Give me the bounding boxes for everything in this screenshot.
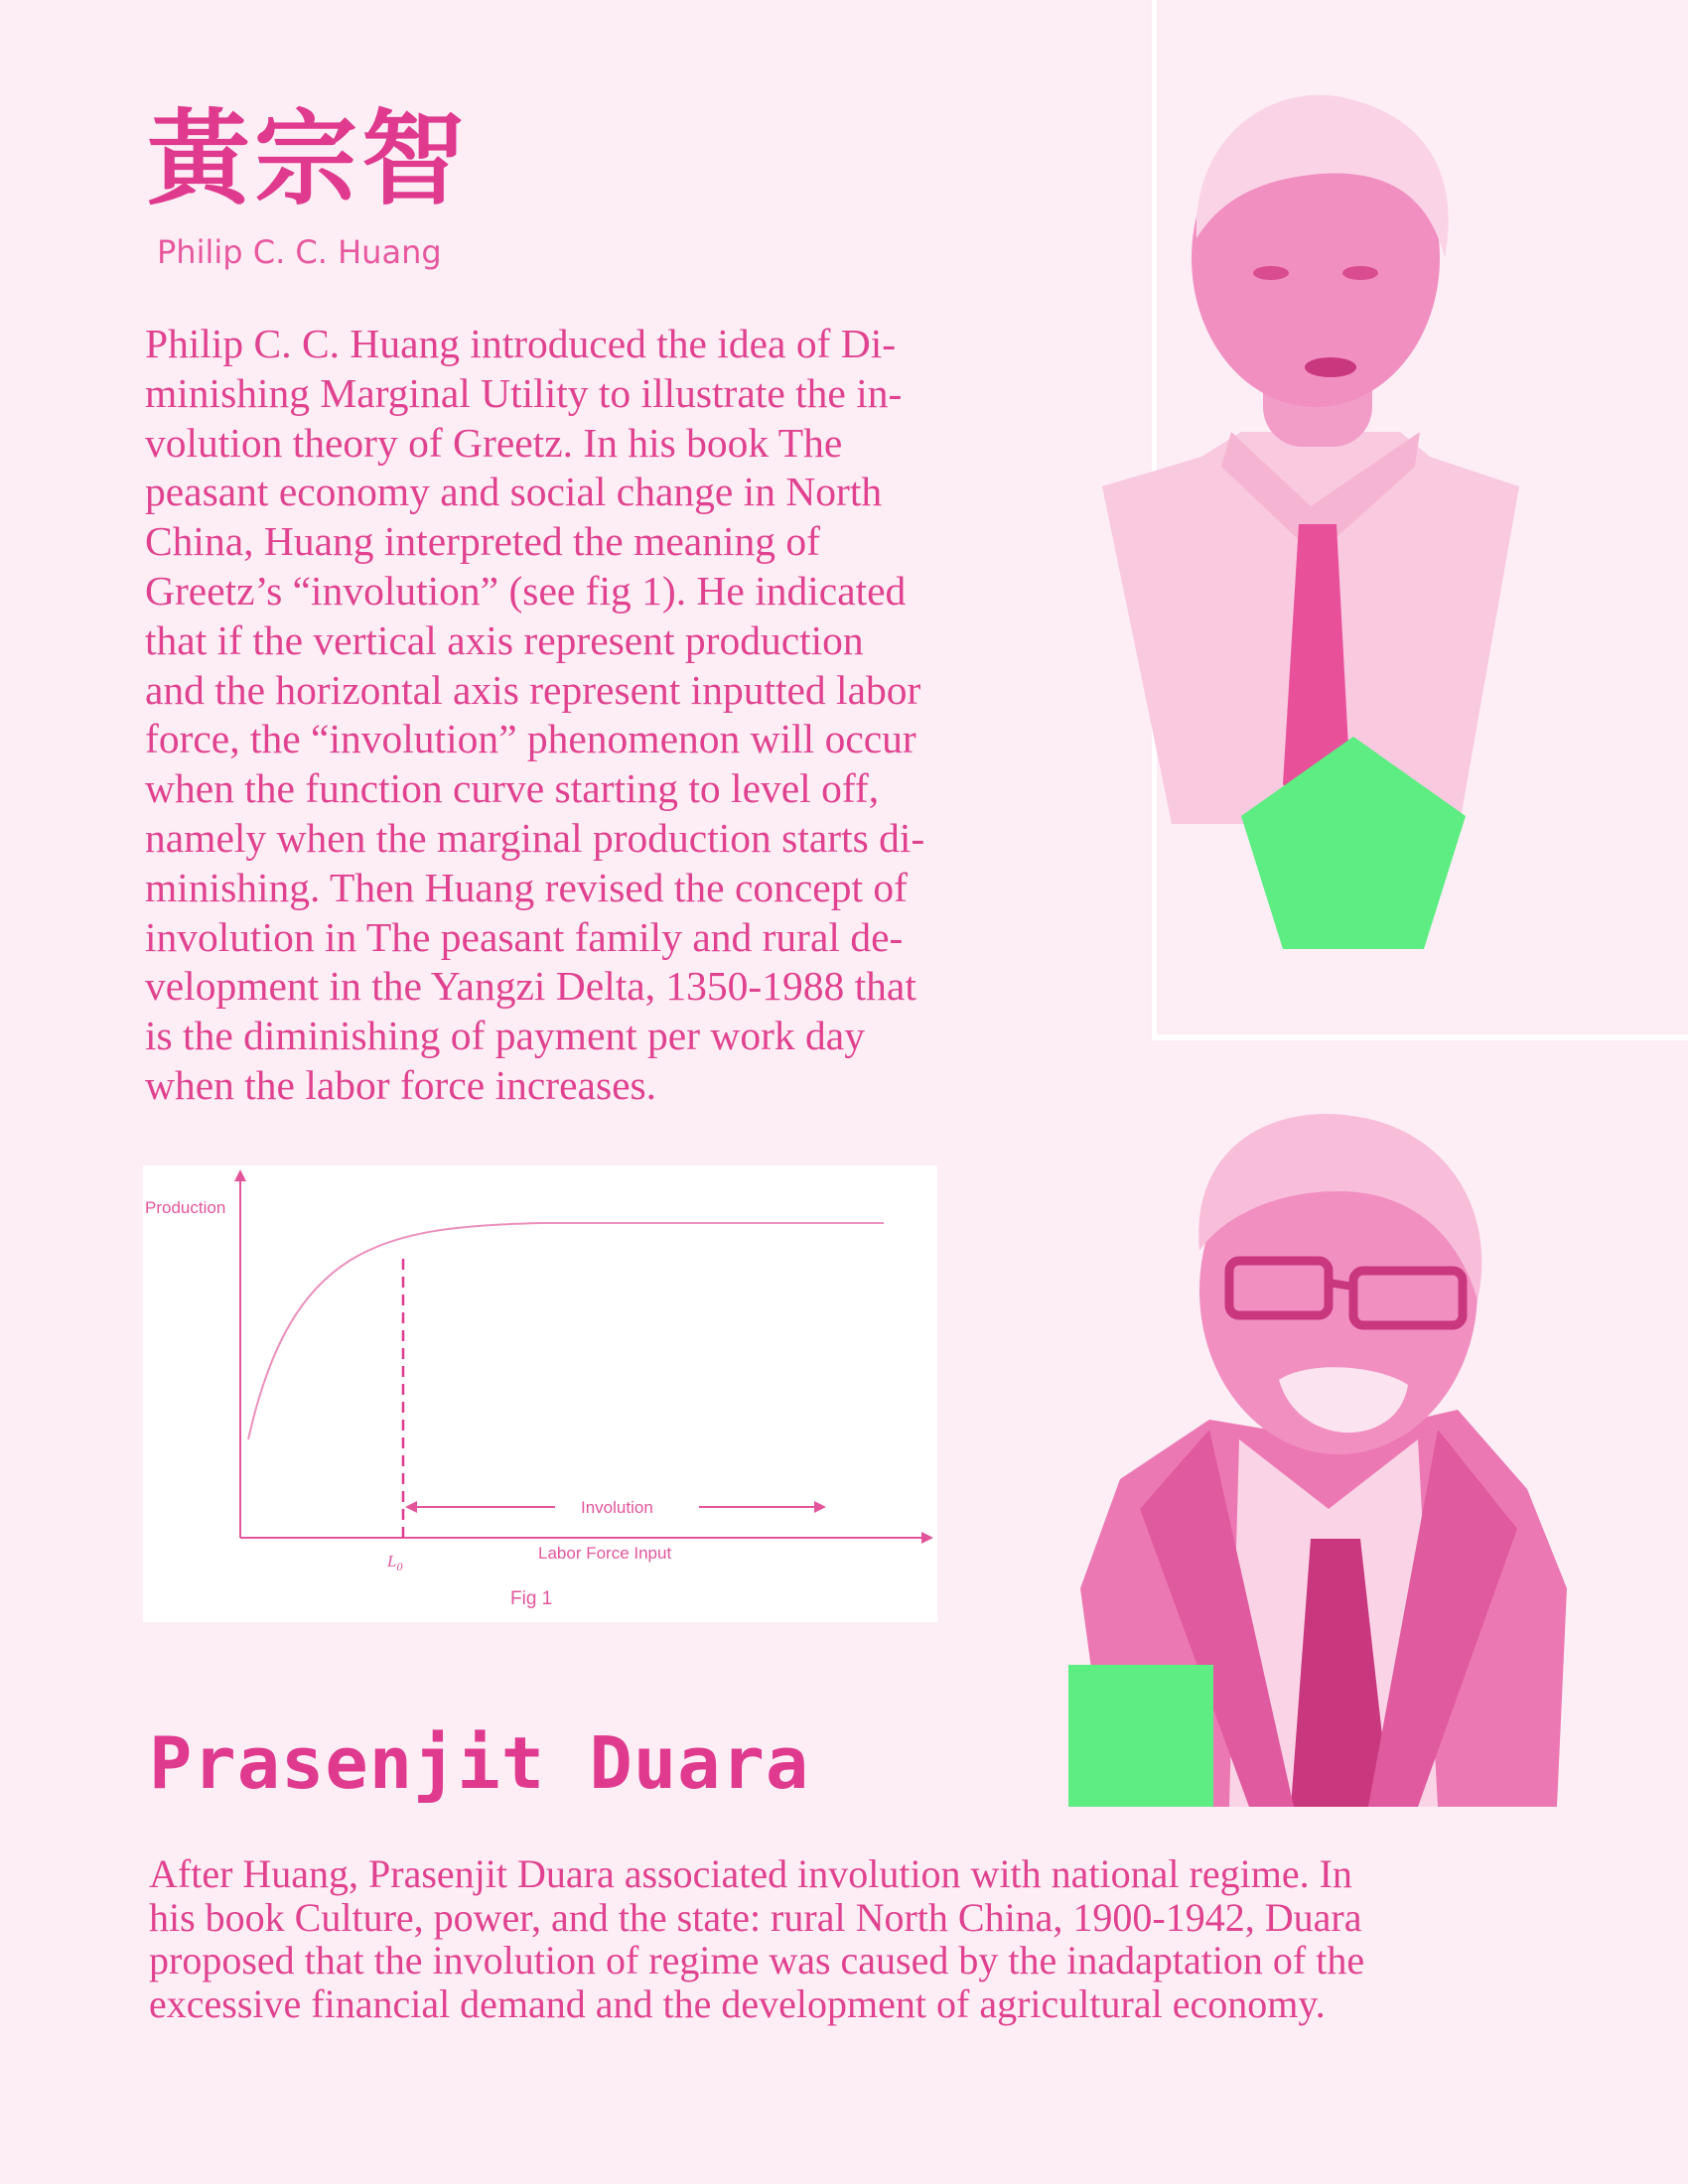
- paragraph-line: peasant economy and social change in North: [145, 469, 883, 515]
- l0-label: [386, 1552, 402, 1573]
- l0-subscript: 0: [396, 1560, 403, 1573]
- l0-main: L: [387, 1552, 397, 1570]
- paragraph-line: involution in The peasant family and rural de-: [145, 913, 904, 960]
- huang-portrait: [1102, 89, 1519, 824]
- paragraph-line: minishing Marginal Utility to illustrate the in-: [145, 369, 903, 416]
- figure-caption: Fig 1: [510, 1588, 553, 1609]
- paragraph-line: excessive financial demand and the development of agricultural economy.: [149, 1980, 1326, 2026]
- figure-1-diagram: [143, 1165, 937, 1622]
- huang-paragraph: [145, 320, 1068, 1111]
- paragraph-line: force, the “involution” phenomenon will occur: [145, 716, 916, 762]
- paragraph-line: minishing. Then Huang revised the concept of: [145, 864, 908, 910]
- paragraph-line: Greetz’s “involution” (see fig 1). He indicated: [145, 567, 907, 614]
- green-pentagon: [1239, 735, 1468, 953]
- chinese-name: 黃宗智: [147, 98, 470, 219]
- paragraph-line: when the labor force increases.: [145, 1061, 657, 1108]
- paragraph-line: volution theory of Greetz. In his book The: [145, 419, 843, 466]
- x-axis-label: Labor Force Input: [538, 1544, 672, 1563]
- figure-1: [143, 1165, 937, 1622]
- paragraph-line: that if the vertical axis represent production: [145, 616, 864, 663]
- paragraph-line: his book Culture, power, and the state: rural North China, 1900-1942, Duara: [149, 1894, 1362, 1940]
- paragraph-line: is the diminishing of payment per work day: [145, 1013, 865, 1059]
- paragraph-line: proposed that the involution of regime was caused by the inadaptation of the: [149, 1938, 1365, 1982]
- involution-label: Involution: [581, 1498, 653, 1517]
- production-curve: [248, 1223, 884, 1439]
- paragraph-line: namely when the marginal production starts di-: [145, 814, 925, 861]
- paragraph-line: China, Huang interpreted the meaning of: [145, 518, 820, 565]
- paragraph-line: Philip C. C. Huang introduced the idea of Di-: [145, 321, 897, 366]
- frame-line-horizontal: [1152, 1034, 1688, 1040]
- duara-heading: Prasenjit Duara: [149, 1721, 810, 1805]
- paragraph-line: when the function curve starting to level off,: [145, 765, 880, 812]
- paragraph-line: After Huang, Prasenjit Duara associated involution with national regime. In: [149, 1851, 1352, 1896]
- english-name: Philip C. C. Huang: [157, 233, 442, 271]
- paragraph-line: velopment in the Yangzi Delta, 1350-1988 that: [145, 963, 916, 1010]
- y-axis-label: Production: [145, 1198, 226, 1217]
- green-square: [1068, 1665, 1213, 1807]
- duara-paragraph: [149, 1852, 1618, 2025]
- paragraph-line: and the horizontal axis represent inputted labor: [145, 666, 921, 713]
